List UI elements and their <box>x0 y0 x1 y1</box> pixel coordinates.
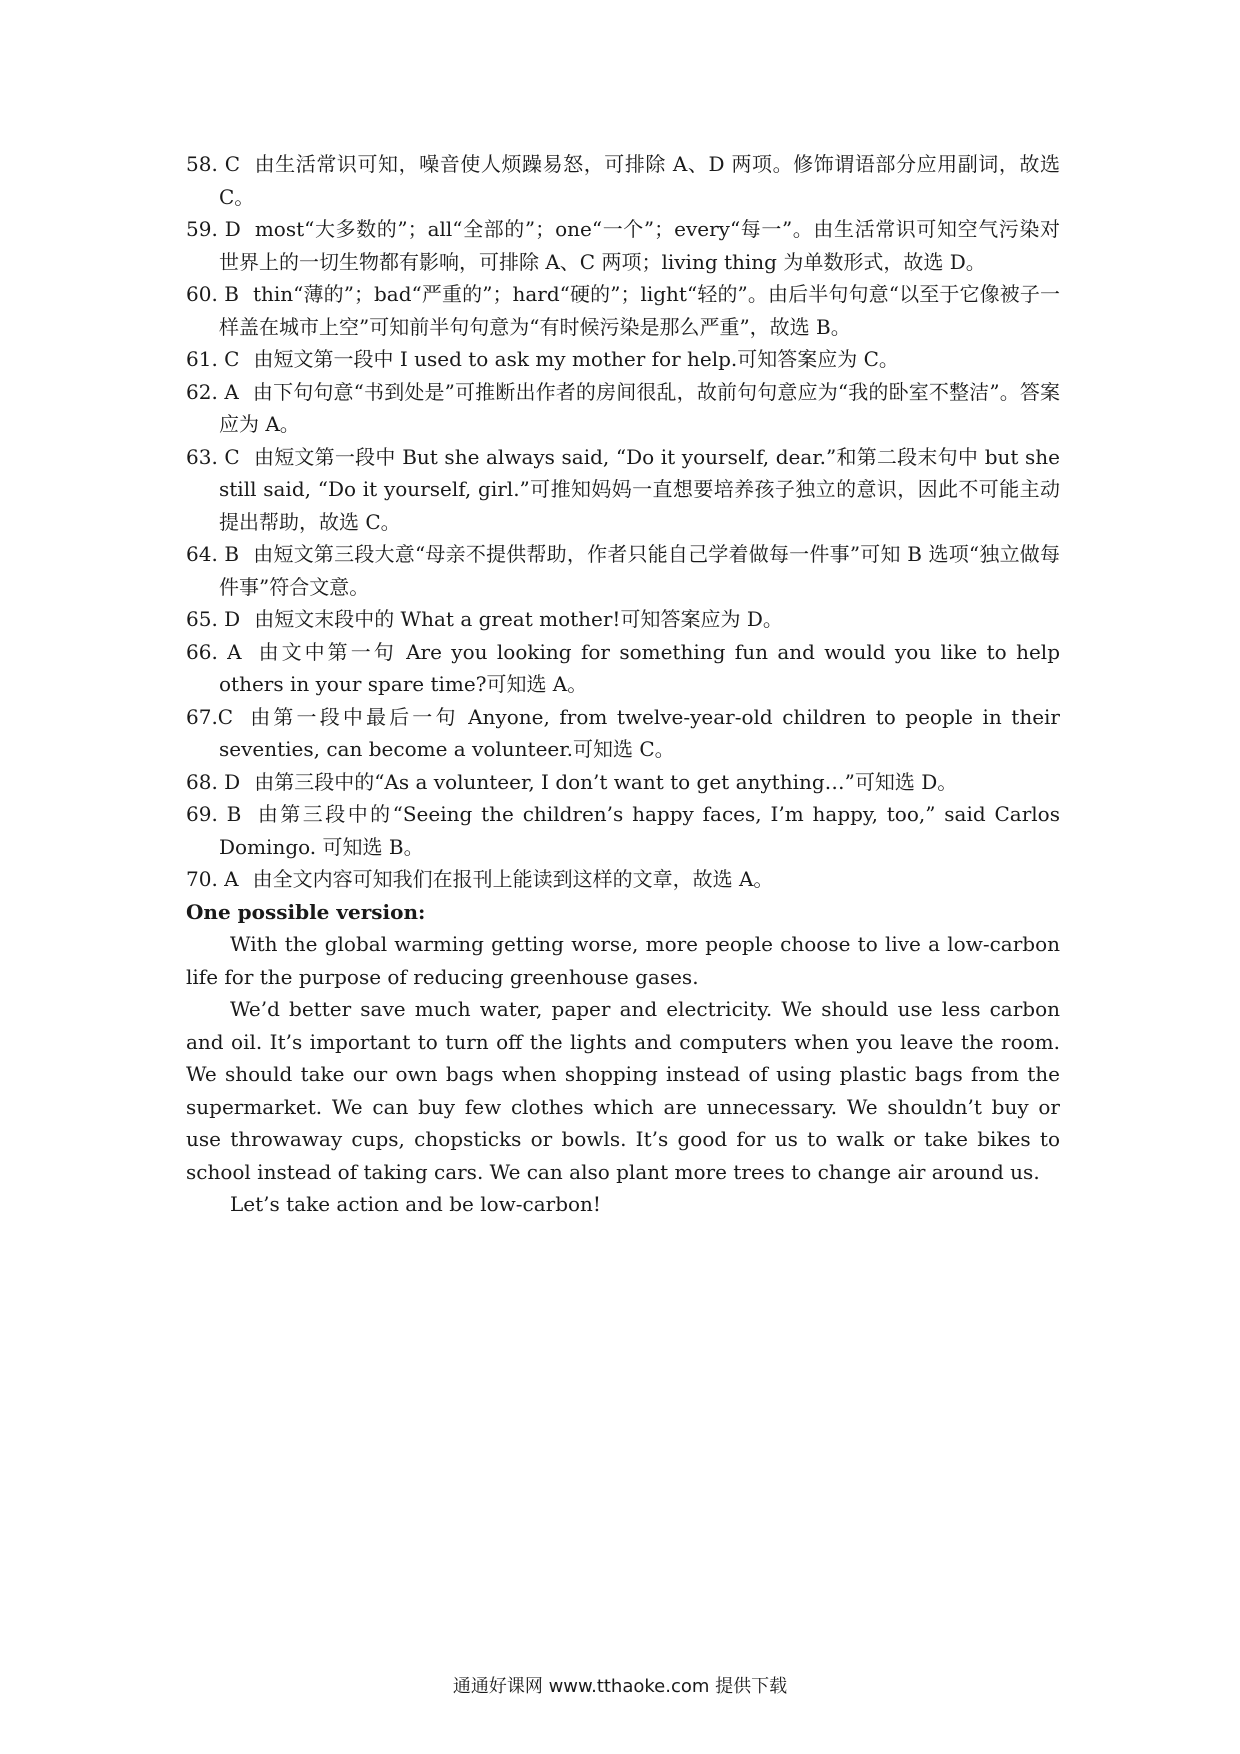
answer-explanation: most“大多数的”；all“全部的”；one“一个”；every“每一”。由生活常识可知空气污染对世界上的一切生物都有影响，可排除 A、C 两项；living thing 为单数形式，故选 D。 <box>219 217 1060 274</box>
answer-explanation: thin“薄的”；bad“严重的”；hard“硬的”；light“轻的”。由后半句句意“以至于它像被子一样盖在城市上空”可知前半句句意为“有时候污染是那么严重”，故选 B。 <box>219 282 1060 339</box>
answer-explanation: 由全文内容可知我们在报刊上能读到这样的文章，故选 A。 <box>252 867 774 891</box>
answer-number: 66. A <box>186 639 242 664</box>
answer-item-69 <box>186 798 1060 863</box>
answer-explanation: 由第三段中的“As a volunteer, I don’t want to get anything…”可知选 D。 <box>254 769 958 794</box>
essay-paragraph: With the global warming getting worse, more people choose to live a low-carbon life for the purpose of reducing greenhouse gases. <box>186 932 1060 989</box>
page-footer: 通通好课网 www.tthaoke.com 提供下载 <box>452 1676 788 1697</box>
answer-item-67 <box>186 701 1060 766</box>
answer-number: 61. C <box>186 347 240 371</box>
answer-item-61 <box>186 343 1060 376</box>
answer-number: 59. D <box>186 217 241 241</box>
answer-explanation: 由下句句意“书到处是”可推断出作者的房间很乱，故前句句意应为“我的卧室不整洁”。答案应为 A。 <box>219 379 1060 436</box>
answer-item-62 <box>186 376 1060 441</box>
essay-paragraph: Let’s take action and be low-carbon! <box>230 1192 601 1216</box>
answer-item-70 <box>186 863 1060 896</box>
answer-item-65 <box>186 603 1060 636</box>
answer-item-58 <box>186 148 1060 213</box>
answer-number: 67.C <box>186 704 234 729</box>
answer-item-66 <box>186 636 1060 701</box>
answer-number: 68. D <box>186 769 241 794</box>
answer-number: 65. D <box>186 607 241 631</box>
answer-explanation: 由生活常识可知，噪音使人烦躁易怒，可排除 A、D 两项。修饰谓语部分应用副词，故选 C。 <box>219 152 1060 209</box>
answer-item-59 <box>186 213 1060 278</box>
answer-explanation: 由短文第一段中 I used to ask my mother for help.可知答案应为 C。 <box>253 347 899 371</box>
answer-number: 64. B <box>186 542 240 566</box>
answer-explanation: 由第一段中最后一句 Anyone, from twelve-year-old children to people in their seventies, can become a volunteer.可知选 C。 <box>219 704 1060 761</box>
answer-number: 60. B <box>186 282 239 306</box>
answer-explanation: 由短文第一段中 But she always said, “Do it yourself, dear.”和第二段末句中 but she still said, “Do it yourself, girl.”可推知妈妈一直想要培养孩子独立的意识，因此不可能主动提出帮助，故选 C。 <box>219 444 1061 534</box>
answer-item-63 <box>186 441 1060 539</box>
answer-number: 70. A <box>186 867 239 891</box>
essay-paragraph: We’d better save much water, paper and electricity. We should use less carbon and oil. It’s important to turn off the lights and computers when you leave the room. We should take our own bags when shopping instead of using plastic bags from the supermarket. We can buy few clothes which are unnecessary. We shouldn’t buy or use throwaway cups, chopsticks or bowls. It’s good for us to walk or take bikes to school instead of taking cars. We can also plant more trees to change air around us. <box>186 997 1060 1184</box>
answer-explanation: 由短文末段中的 What a great mother!可知答案应为 D。 <box>254 607 783 631</box>
answer-number: 69. B <box>186 802 242 826</box>
answer-page <box>186 148 1060 1221</box>
answer-number: 58. C <box>186 152 241 176</box>
answer-item-60 <box>186 278 1060 343</box>
essay-heading: One possible version: <box>186 899 426 924</box>
answer-explanation: 由文中第一句 Are you looking for something fun and would you like to help others in your spare time?可知选 A。 <box>219 639 1061 696</box>
answer-item-64 <box>186 538 1060 603</box>
answer-number: 62. A <box>186 379 239 404</box>
answer-number: 63. C <box>186 444 240 469</box>
answer-item-68 <box>186 766 1060 799</box>
answer-explanation: 由第三段中的“Seeing the children’s happy faces, I’m happy, too,” said Carlos Domingo. 可知选 B。 <box>219 802 1060 859</box>
answer-explanation: 由短文第三段大意“母亲不提供帮助，作者只能自己学着做每一件事”可知 B 选项“独立做每件事”符合文意。 <box>219 542 1060 599</box>
